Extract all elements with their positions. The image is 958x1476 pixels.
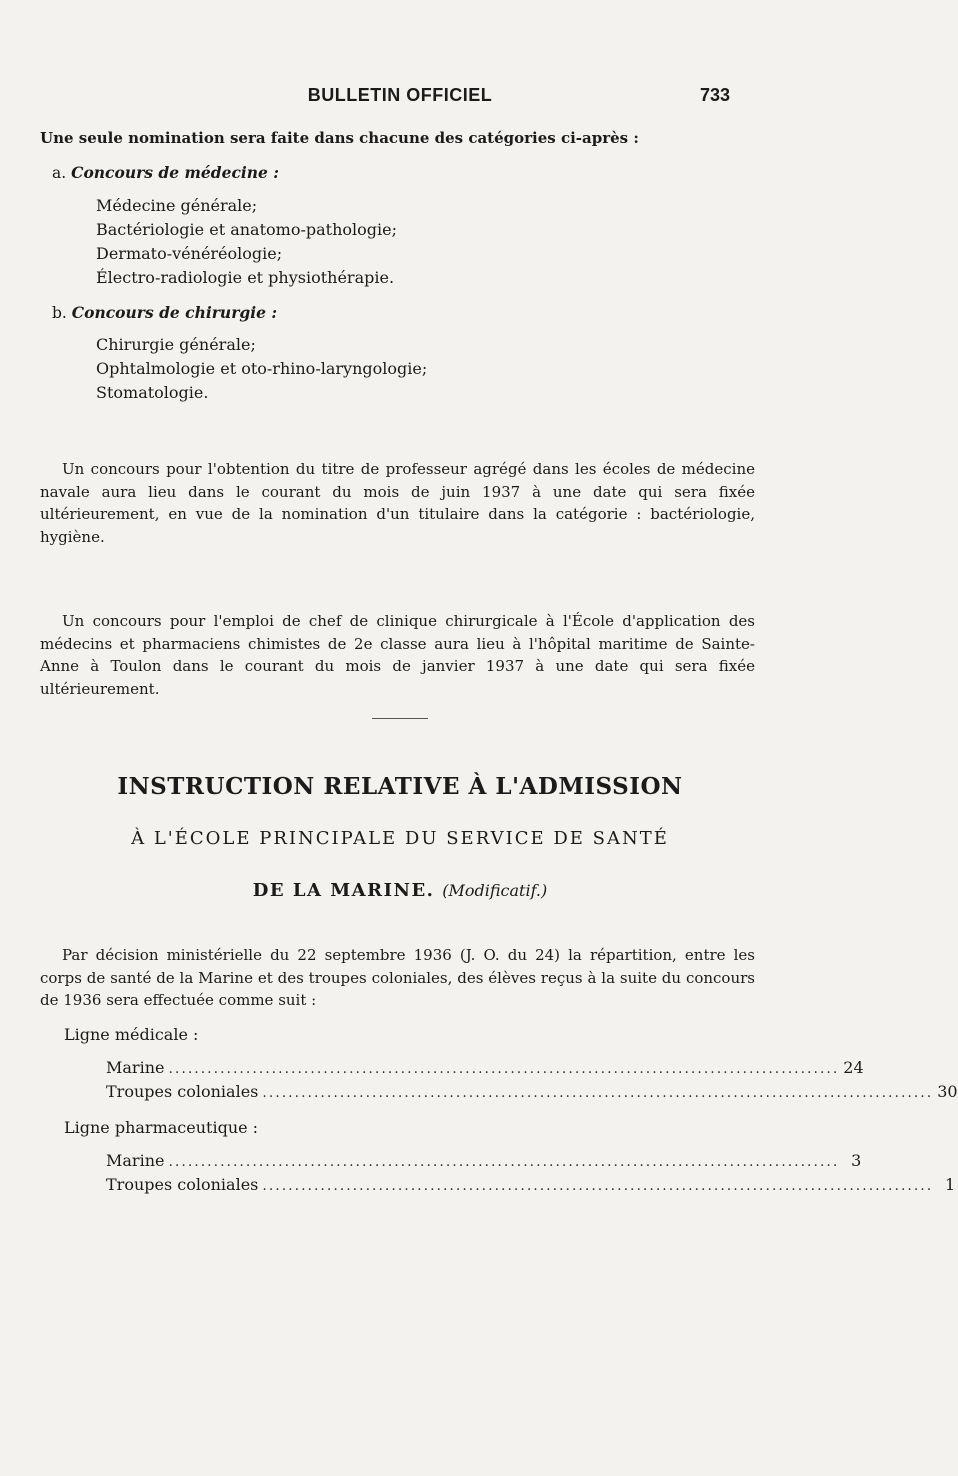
- row-value: 3: [851, 1151, 862, 1170]
- row-label: Marine: [106, 1058, 165, 1077]
- category-b-item: Ophtalmologie et oto-rhino-laryngologie;: [96, 359, 428, 378]
- category-b-letter: b.: [52, 304, 67, 322]
- table-row: [106, 1058, 864, 1077]
- leader-dots: ........................................................................................................: [168, 1061, 840, 1077]
- running-title: BULLETIN OFFICIEL: [307, 85, 493, 105]
- section-divider: [372, 718, 428, 719]
- group-pharmaceutique-title: Ligne pharmaceutique :: [64, 1118, 259, 1137]
- section-title-line-3: [0, 880, 800, 901]
- row-label: Troupes coloniales: [106, 1175, 259, 1194]
- row-value: 24: [843, 1058, 864, 1077]
- group-medicale-title: Ligne médicale :: [64, 1025, 199, 1044]
- leader-dots: ........................................................................................................: [262, 1178, 934, 1194]
- row-label: Troupes coloniales: [106, 1082, 259, 1101]
- intro-line: Une seule nomination sera faite dans chacune des catégories ci-après :: [40, 129, 639, 147]
- category-b-title: Concours de chirurgie :: [71, 303, 278, 322]
- section-title-note: (Modificatif.): [442, 881, 548, 900]
- category-a-title: Concours de médecine :: [71, 163, 280, 182]
- paragraph-repartition: Par décision ministérielle du 22 septembre 1936 (J. O. du 24) la répartition, entre les corps de santé de la Marine et des troupes coloniales, des élèves reçus à la suite du concours de 1936 sera effectuée comme suit :: [40, 946, 755, 1009]
- category-a-heading: [52, 163, 279, 182]
- category-a-item: Électro-radiologie et physiothérapie.: [96, 268, 395, 287]
- table-row: [106, 1175, 956, 1194]
- category-a-letter: a.: [52, 164, 67, 182]
- leader-dots: ........................................................................................................: [262, 1085, 934, 1101]
- table-row: [106, 1082, 958, 1101]
- category-b-heading: [52, 303, 277, 322]
- category-b-item: Stomatologie.: [96, 383, 209, 402]
- table-row: [106, 1151, 862, 1170]
- section-title-marine: DE LA MARINE.: [252, 880, 435, 901]
- row-value: 30: [937, 1082, 958, 1101]
- section-title-line-1: INSTRUCTION RELATIVE À L'ADMISSION: [117, 773, 683, 800]
- paragraph-agrege: Un concours pour l'obtention du titre de professeur agrégé dans les écoles de médecine navale aura lieu dans le courant du mois de juin 1937 à une date qui sera fixée ultérieurement, en vue de la nomination d'un titulaire dans la catégorie : bactériologie, hygiène.: [40, 460, 755, 546]
- row-label: Marine: [106, 1151, 165, 1170]
- leader-dots: ........................................................................................................: [168, 1154, 840, 1170]
- category-b-item: Chirurgie générale;: [96, 335, 256, 354]
- paragraph-chef-clinique: Un concours pour l'emploi de chef de clinique chirurgicale à l'École d'application des médecins et pharmaciens chimistes de 2e classe aura lieu à l'hôpital maritime de Sainte-Anne à Toulon dans le courant du mois de janvier 1937 à une date qui sera fixée ultérieurement.: [40, 612, 755, 698]
- row-value: 1: [945, 1175, 956, 1194]
- category-a-item: Dermato-vénéréologie;: [96, 244, 283, 263]
- page-number: 733: [700, 85, 731, 105]
- section-title-line-2: À L'ÉCOLE PRINCIPALE DU SERVICE DE SANTÉ: [131, 828, 669, 849]
- category-a-item: Médecine générale;: [96, 196, 258, 215]
- category-a-item: Bactériologie et anatomo-pathologie;: [96, 220, 397, 239]
